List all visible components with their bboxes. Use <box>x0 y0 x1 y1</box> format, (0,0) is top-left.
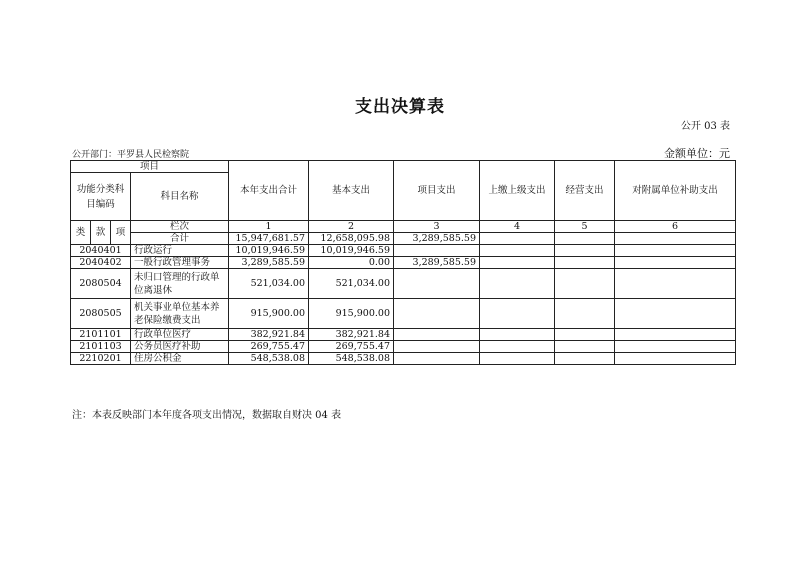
row-business <box>555 257 615 269</box>
table-row <box>71 269 736 299</box>
header-col-business: 经营支出 <box>555 161 615 221</box>
header-subject-name: 科目名称 <box>131 173 229 221</box>
row-business <box>555 353 615 365</box>
row-code: 2080504 <box>71 269 131 299</box>
row-project <box>394 269 480 299</box>
row-subsidy <box>615 299 736 329</box>
row-upper <box>480 341 555 353</box>
row-code: 2101103 <box>71 341 131 353</box>
row-total: 548,538.08 <box>229 353 309 365</box>
row-subject-name: 公务员医疗补助 <box>131 341 229 353</box>
row-subject-name: 行政单位医疗 <box>131 329 229 341</box>
row-subject-name: 住房公积金 <box>131 353 229 365</box>
amount-unit-label: 金额单位：元 <box>664 147 730 160</box>
total-amount: 15,947,681.57 <box>229 233 309 245</box>
table-number: 公开 03 表 <box>680 121 730 132</box>
table-row <box>71 341 736 353</box>
table-row <box>71 329 736 341</box>
row-upper <box>480 257 555 269</box>
row-basic: 269,755.47 <box>309 341 394 353</box>
header-func-code: 功能分类科目编码 <box>71 173 131 221</box>
total-basic: 12,658,095.98 <box>309 233 394 245</box>
col-number-1: 1 <box>229 221 309 233</box>
row-subsidy <box>615 329 736 341</box>
row-upper <box>480 269 555 299</box>
total-subsidy <box>615 233 736 245</box>
row-total: 382,921.84 <box>229 329 309 341</box>
row-subsidy <box>615 353 736 365</box>
row-project <box>394 329 480 341</box>
row-subject-name: 机关事业单位基本养老保险缴费支出 <box>131 299 229 329</box>
header-lei: 类 <box>71 221 91 245</box>
header-row-1 <box>71 161 736 173</box>
total-business <box>555 233 615 245</box>
header-col-upper: 上缴上级支出 <box>480 161 555 221</box>
row-upper <box>480 329 555 341</box>
table-row <box>71 245 736 257</box>
row-project <box>394 245 480 257</box>
row-code: 2101101 <box>71 329 131 341</box>
row-subsidy <box>615 245 736 257</box>
row-total: 3,289,585.59 <box>229 257 309 269</box>
row-basic: 915,900.00 <box>309 299 394 329</box>
row-upper <box>480 353 555 365</box>
row-subsidy <box>615 269 736 299</box>
total-upper <box>480 233 555 245</box>
expenditure-table <box>70 160 736 365</box>
row-code: 2040401 <box>71 245 131 257</box>
row-basic: 382,921.84 <box>309 329 394 341</box>
row-basic: 0.00 <box>309 257 394 269</box>
department-label: 公开部门：平罗县人民检察院 <box>72 150 190 160</box>
footnote: 注：本表反映部门本年度各项支出情况，数据取自财决 04 表 <box>72 410 342 421</box>
row-subsidy <box>615 341 736 353</box>
row-subject-name: 未归口管理的行政单位离退休 <box>131 269 229 299</box>
col-number-6: 6 <box>615 221 736 233</box>
header-row-lanci <box>71 221 736 233</box>
row-code: 2040402 <box>71 257 131 269</box>
total-row <box>71 233 736 245</box>
row-total: 10,019,946.59 <box>229 245 309 257</box>
row-project <box>394 299 480 329</box>
row-business <box>555 341 615 353</box>
row-business <box>555 245 615 257</box>
row-business <box>555 269 615 299</box>
row-total: 915,900.00 <box>229 299 309 329</box>
row-total: 269,755.47 <box>229 341 309 353</box>
header-xiang: 项 <box>111 221 131 245</box>
col-number-3: 3 <box>394 221 480 233</box>
header-col-total: 本年支出合计 <box>229 161 309 221</box>
row-project <box>394 353 480 365</box>
header-col-basic: 基本支出 <box>309 161 394 221</box>
table-row <box>71 299 736 329</box>
col-number-2: 2 <box>309 221 394 233</box>
row-upper <box>480 299 555 329</box>
table-row <box>71 353 736 365</box>
header-kuan: 款 <box>91 221 111 245</box>
header-item: 项目 <box>71 161 229 173</box>
row-basic: 521,034.00 <box>309 269 394 299</box>
col-number-5: 5 <box>555 221 615 233</box>
header-col-project: 项目支出 <box>394 161 480 221</box>
table-row <box>71 257 736 269</box>
header-lanci: 栏次 <box>131 221 229 233</box>
total-project: 3,289,585.59 <box>394 233 480 245</box>
col-number-4: 4 <box>480 221 555 233</box>
row-project <box>394 341 480 353</box>
row-subject-name: 行政运行 <box>131 245 229 257</box>
row-code: 2210201 <box>71 353 131 365</box>
row-project: 3,289,585.59 <box>394 257 480 269</box>
row-upper <box>480 245 555 257</box>
row-business <box>555 329 615 341</box>
row-subject-name: 一般行政管理事务 <box>131 257 229 269</box>
row-total: 521,034.00 <box>229 269 309 299</box>
row-basic: 10,019,946.59 <box>309 245 394 257</box>
total-label: 合计 <box>131 233 229 245</box>
row-basic: 548,538.08 <box>309 353 394 365</box>
row-subsidy <box>615 257 736 269</box>
row-code: 2080505 <box>71 299 131 329</box>
header-col-subsidy: 对附属单位补助支出 <box>615 161 736 221</box>
page-title: 支出决算表 <box>355 97 445 117</box>
row-business <box>555 299 615 329</box>
